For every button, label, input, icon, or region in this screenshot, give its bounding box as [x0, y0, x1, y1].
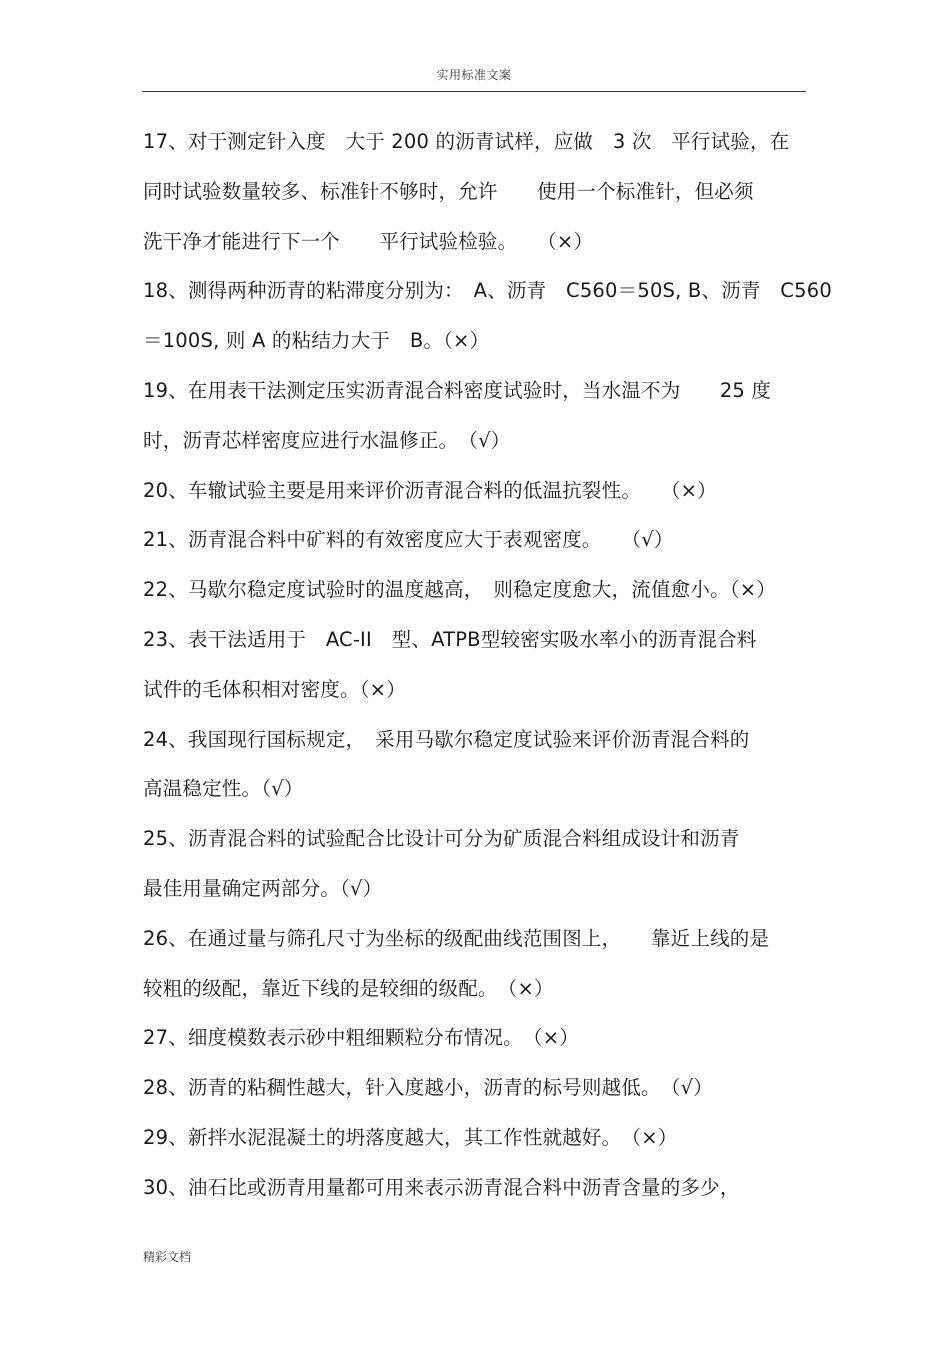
text-line: 28、沥青的粘稠性越大，针入度越小，沥青的标号则越低。 （√）: [143, 1076, 713, 1100]
text-line: ＝100S, 则 A 的粘结力大于 B。（×）: [143, 329, 490, 353]
text-line: 25、沥青混合料的试验配合比设计可分为矿质混合料组成设计和沥青: [143, 827, 740, 851]
text-line: 23、表干法适用于 AC-II 型、ATPB型较密实吸水率小的沥青混合料: [143, 627, 757, 651]
text-line: 22、马歇尔稳定度试验时的温度越高， 则稳定度愈大，流值愈小。（×）: [143, 578, 776, 602]
text-line: 同时试验数量较多、标准针不够时，允许 使用一个标准针，但必须: [143, 179, 754, 203]
document-body: [143, 117, 832, 1213]
text-line: 29、新拌水泥混凝土的坍落度越大，其工作性就越好。 （×）: [143, 1125, 678, 1149]
page-footer-label: 精彩文档: [143, 1250, 192, 1264]
text-line: 21、沥青混合料中矿料的有效密度应大于表观密度。 （√）: [143, 528, 674, 552]
text-line: 30、油石比或沥青用量都可用来表示沥青混合料中沥青含量的多少，: [143, 1175, 740, 1199]
text-line: 高温稳定性。（√）: [143, 777, 304, 801]
text-line: 18、测得两种沥青的粘滞度分别为： A、沥青 C560＝50S, B、沥青 C560: [143, 279, 832, 303]
header-divider: [142, 91, 806, 92]
text-line: 20、车辙试验主要是用来评价沥青混合料的低温抗裂性。 （×）: [143, 478, 717, 502]
text-line: 24、我国现行国标规定， 采用马歇尔稳定度试验来评价沥青混合料的: [143, 727, 750, 751]
text-line: 最佳用量确定两部分。（√）: [143, 876, 383, 900]
text-line: 19、在用表干法测定压实沥青混合料密度试验时，当水温不为 25 度: [143, 378, 772, 402]
text-line: 试件的毛体积相对密度。（×）: [143, 677, 406, 701]
text-line: 较粗的级配，靠近下线的是较细的级配。 （×）: [143, 976, 554, 1000]
text-line: 17、对于测定针入度 大于 200 的沥青试样，应做 3 次 平行试验，在: [143, 130, 790, 153]
text-line: 时，沥青芯样密度应进行水温修正。 （√）: [143, 428, 511, 452]
page-header-title: 实用标准文案: [436, 68, 512, 82]
text-line: 27、细度模数表示砂中粗细颗粒分布情况。 （×）: [143, 1026, 579, 1050]
text-line: 洗干净才能进行下一个 平行试验检验。 （×）: [143, 229, 594, 253]
text-line: 26、在通过量与筛孔尺寸为坐标的级配曲线范围图上， 靠近上线的是: [143, 926, 770, 950]
